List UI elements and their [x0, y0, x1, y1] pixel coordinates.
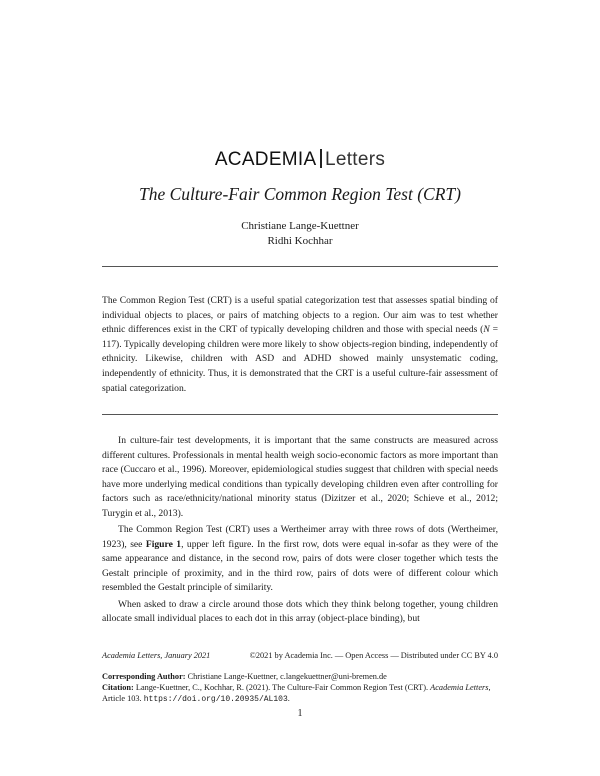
citation-label: Citation: — [102, 683, 134, 693]
correspondence-block — [102, 671, 498, 706]
body-paragraph — [102, 523, 498, 596]
citation-end: . — [287, 694, 290, 704]
citation-text: Lange-Kuettner, C., Kochhar, R. (2021). The Culture-Fair Common Region Test (CRT). — [133, 683, 431, 693]
abstract — [102, 294, 498, 396]
citation-article: , Article 103. — [102, 683, 491, 704]
corresponding-author — [102, 671, 498, 682]
sample-size-symbol: N — [483, 324, 490, 336]
article-body — [102, 434, 498, 628]
doi-link[interactable]: https://doi.org/10.20935/AL103 — [143, 695, 288, 705]
body-paragraph: When asked to draw a circle around those dots which they think belong together, young children allocate small individual places to each dot in this array (object-place binding), but — [102, 598, 498, 625]
paragraph-text: The Common Region Test (CRT) uses a Wertheimer array with three rows of dots (Wertheimer, 1923), see — [102, 524, 498, 550]
page-number: 1 — [297, 708, 303, 719]
journal-masthead — [0, 148, 600, 172]
author-name: Christiane Lange-Kuettner — [241, 220, 359, 232]
citation-journal: Academia Letters — [430, 683, 489, 693]
journal-section: Letters — [324, 149, 386, 170]
footer-line — [102, 650, 498, 661]
divider-bottom — [102, 414, 498, 415]
corresponding-label: Corresponding Author: — [102, 672, 186, 681]
author-name: Ridhi Kochhar — [267, 235, 333, 247]
citation — [102, 682, 498, 705]
author-list — [0, 219, 600, 249]
footer-license: ©2021 by Academia Inc. — Open Access — Distributed under CC BY 4.0 — [249, 651, 498, 660]
abstract-text: = 117). Typically developing children were more likely to show objects-region binding, independently of ethnicity. Likewise, children with ASD and ADHD showed mainly unsystematic coding, independently of ethnicity. Thus, it is demonstrated that the CRT is a useful culture-fair assessment of spatial categorization. — [102, 324, 498, 394]
corresponding-text: Christiane Lange-Kuettner, c.langekuettner@uni-bremen.de — [185, 672, 387, 681]
journal-brand: ACADEMIA — [214, 149, 317, 170]
figure-reference[interactable]: Figure 1 — [145, 538, 182, 550]
masthead-divider — [320, 149, 322, 168]
article-title: The Culture-Fair Common Region Test (CRT) — [139, 184, 461, 204]
footer-journal: Academia Letters, January 2021 — [102, 651, 211, 660]
abstract-text: The Common Region Test (CRT) is a useful spatial categorization test that assesses spatial binding of individual objects to places, or pairs of matching objects to a region. Our aim was to test whether ethnic differences exist in the CRT of typically developing children and those with special needs ( — [102, 295, 498, 336]
paragraph-text: , upper left figure. In the first row, dots were equal in-sofar as they were of the same appearance and distance, in the second row, pairs of dots were closer together which tests the Gestalt principle of proximity, and in the third row, pairs of dots were of different colour which resembled the Gestalt principle of similarity. — [102, 538, 498, 594]
divider-top — [102, 266, 498, 267]
body-paragraph: In culture-fair test developments, it is important that the same constructs are measured across different cultures. Professionals in mental health weigh socio-economic factors as more important than race (Cuccaro et al., 1996). Moreover, epidemiological studies suggest that children with special needs have more underlying medical conditions than typically developing children even after controlling for factors such as race/ethnicity/national minority status (Dizitzer et al., 2020; Schieve et al., 2012; Turygin et al., 2013). — [102, 435, 498, 519]
